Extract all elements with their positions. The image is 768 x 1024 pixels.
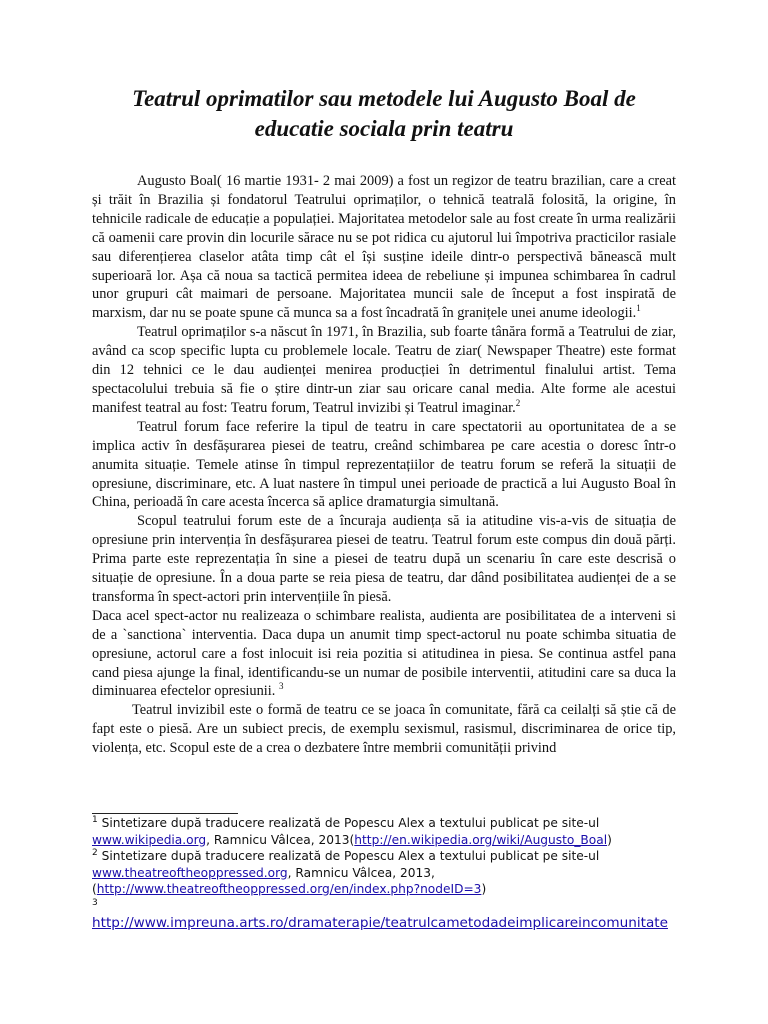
document-body — [92, 172, 676, 758]
footnote-3-link-line — [92, 914, 692, 932]
document-title: Teatrul oprimatilor sau metodele lui Augusto Boal de educatie sociala prin teatru — [132, 86, 636, 141]
footnote-link-wikipedia[interactable]: www.wikipedia.org — [92, 832, 207, 847]
footnote-link-augusto-boal[interactable]: http://en.wikipedia.org/wiki/Augusto_Boal — [354, 832, 608, 847]
footnote-text: ) — [607, 832, 612, 847]
paragraph-text: Teatrul invizibil este o formă de teatru ce se joaca în comunitate, fără ca ceilalți să știe că de fapt este o piesă. Are un subiect precis, de exemplu sexismul, rasismul, discriminarea de orice tip, violența, etc. Scopul este de a crea o dezbatere între membrii comunității privind — [92, 702, 676, 757]
paragraph-invisible-theatre — [92, 701, 676, 758]
footnote-1 — [92, 815, 692, 848]
paragraph-forum-theatre — [92, 418, 676, 513]
paragraph-text: Scopul teatrului forum este de a încuraja audiența să ia atitudine vis-a-vis de situația de opresiune prin intervenția în desfășurarea piesei de teatru. Teatrul forum este compus din două părți. Prima parte este reprezentația în sine a piesei de teatru după un scenariu în care este descrisă o situație de opresiune. În a doua parte se reia piesa de teatru, dar dând posibilitatea audienței de a se transforma în spect-actori prin intervențiile în piesă. — [92, 513, 676, 605]
footnote-number: 3 — [92, 897, 98, 908]
footnote-reference[interactable]: 2 — [515, 398, 521, 409]
footnote-3 — [92, 898, 692, 915]
paragraph-text: Teatrul forum face referire la tipul de teatru in care spectatorii au oportunitatea de a se implica activ în desfășurarea piesei de teatru, creând schimbarea pe care acestia o doresc într-o anumita situație. Temele atinse în timpul reprezentațiilor de teatru forum se referă la situații de opresiune, discriminare, etc. A luat nastere în timpul unei perioade de practică a lui Augusto Boal în China, perioadă în care acesta încerca să aplice dramaturgia simultană. — [92, 418, 676, 511]
footnote-reference[interactable]: 1 — [636, 303, 641, 314]
footnote-text: , Ramnicu Vâlcea, 2013( — [206, 832, 355, 847]
footnote-text: Sintetizare după traducere realizată de Popescu Alex a textului publicat pe site-ul — [97, 849, 600, 863]
footnote-2 — [92, 848, 692, 898]
paragraph-forum-purpose — [92, 512, 676, 607]
paragraph-text: Augusto Boal( 16 martie 1931- 2 mai 2009) a fost un regizor de teatru brazilian, care a creat și trăit în Brazilia și fondatorul Teatrului oprimaților, o tehnică teatrală folosită, la origine, în tehnicile radicale de educație a populației. Majoritatea metodelor sale au fost create în urma realizării că oamenii care provin din locurile sărace nu se pot ridica cu ajutorul lui împotriva practicilor rasiale sau diferențierea claselor atâta timp cât el își susține ideile dintr-o perspectivă bănească mult superioară lor. Așa că noua sa tactică permitea ideea de rebeliune și impunea schimbarea în cadrul unor grupuri cât maimari de persoane. Majoritatea muncii sale de început a fost inspirată de marxism, dar nu se poate spune că munca sa a fost încadrată în granițele unei anume ideologii. — [92, 173, 676, 322]
footnote-text: ( — [92, 882, 97, 896]
footnote-text: Sintetizare după traducere realizată de Popescu Alex a textului publicat pe site-ul — [97, 816, 600, 830]
footnote-number: 2 — [92, 847, 98, 858]
footnote-number: 1 — [92, 814, 98, 825]
footnotes-section — [92, 815, 692, 932]
paragraph-boal-intro — [92, 172, 676, 323]
paragraph-theatre-origin — [92, 323, 676, 418]
footnote-text: ) — [481, 882, 487, 896]
footnote-reference[interactable]: 3 — [279, 681, 284, 692]
paragraph-text: Teatrul oprimaților s-a născut în 1971, în Brazilia, sub foarte tânăra formă a Teatrului de ziar, având ca scop specific lupta cu problemele locale. Teatru de ziar( Newspaper Theatre) este format din 12 tehnici ce le dau audienței menirea producției în detrimentul finalului artist. Tema spectacolului trebuia să fie o știre dintr-un ziar sau oricare canal media. Alte forme ale acestui manifest teatral au fost: Teatru forum, Teatrul invizibi și Teatrul imaginar. — [92, 324, 676, 416]
paragraph-text: Daca acel spect-actor nu realizeaza o schimbare realista, audienta are posibilitatea de a interveni si de a `sanctiona` interventia. Daca dupa un anumit timp spect-actorul nu poate schimba situatia de opresiune, actorul care a fost inlocuit isi reia pozitia si atitudinea in piesa. Se continua astfel pana cand piesa ajunge la final, identificandu-se un numar de posibile interventii, atitudini care sa duca la diminuarea efectelor opresiunii. — [92, 607, 676, 700]
footnote-link-theatre-node[interactable]: http://www.theatreoftheoppressed.org/en/index.php?nodeID=3 — [96, 882, 482, 896]
footnote-link-impreuna[interactable]: http://www.impreuna.arts.ro/dramaterapie/teatrulcametodadeimplicareincomunitate — [92, 915, 668, 931]
footnote-text: , Ramnicu Vâlcea, 2013, — [287, 865, 435, 880]
footnote-link-theatreoftheoppressed[interactable]: www.theatreoftheoppressed.org — [92, 865, 288, 880]
paragraph-spect-actor — [92, 607, 676, 702]
footnote-separator — [92, 813, 238, 814]
